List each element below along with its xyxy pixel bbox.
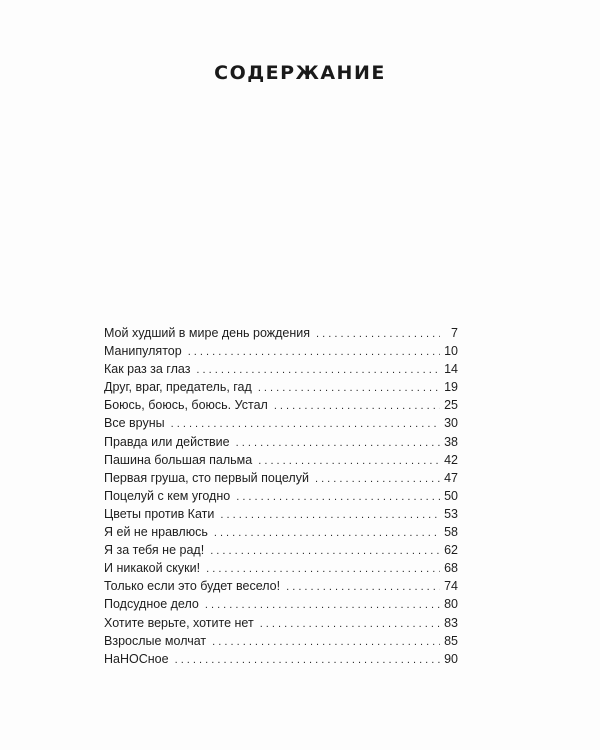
toc-entry bbox=[104, 469, 458, 487]
dot-leader bbox=[220, 506, 440, 524]
dot-leader bbox=[188, 343, 440, 361]
toc-entry bbox=[104, 433, 458, 451]
toc-entry-title: Подсудное дело bbox=[104, 597, 199, 612]
toc-entry-page-number: 14 bbox=[444, 362, 458, 377]
toc-entry-title: Правда или действие bbox=[104, 434, 230, 449]
toc-entry-title: Только если это будет весело! bbox=[104, 579, 281, 594]
toc-entry-title: Взрослые молчат bbox=[104, 633, 207, 648]
toc-entry bbox=[104, 360, 458, 378]
toc-entry bbox=[104, 505, 458, 523]
toc-entry bbox=[104, 632, 458, 650]
toc-entry-title: Мой худший в мире день рождения bbox=[104, 326, 311, 340]
toc-entry-page-number: 80 bbox=[444, 597, 458, 612]
toc-entry-title: Хотите верьте, хотите нет bbox=[104, 615, 254, 630]
dot-leader bbox=[171, 415, 440, 433]
dot-leader bbox=[214, 524, 440, 542]
toc-entry bbox=[104, 324, 458, 342]
toc-entry bbox=[104, 487, 458, 505]
toc-entry-title: И никакой скуки! bbox=[104, 561, 201, 576]
toc-entry-title: Пашина большая пальма bbox=[104, 452, 253, 467]
toc-entry-page-number: 25 bbox=[444, 398, 458, 413]
dot-leader bbox=[206, 560, 440, 578]
table-of-contents bbox=[104, 324, 458, 668]
toc-entry bbox=[104, 559, 458, 577]
toc-entry-title: Поцелуй с кем угодно bbox=[104, 488, 231, 503]
toc-entry bbox=[104, 595, 458, 613]
toc-entry bbox=[104, 577, 458, 595]
toc-entry bbox=[104, 342, 458, 360]
toc-entry bbox=[104, 650, 458, 668]
toc-entry-title: Друг, враг, предатель, гад bbox=[104, 380, 252, 395]
dot-leader bbox=[196, 361, 440, 379]
toc-entry-title: Все вруны bbox=[104, 416, 165, 431]
toc-entry-page-number: 83 bbox=[444, 615, 458, 630]
dot-leader bbox=[236, 434, 440, 452]
toc-entry-title: Я ей не нравлюсь bbox=[104, 525, 208, 540]
toc-entry-page-number: 58 bbox=[444, 525, 458, 540]
dot-leader bbox=[258, 452, 440, 470]
dot-leader bbox=[260, 615, 440, 633]
dot-leader bbox=[316, 325, 440, 343]
toc-entry bbox=[104, 414, 458, 432]
toc-entry-title: НаНОСное bbox=[104, 651, 169, 666]
dot-leader bbox=[315, 470, 440, 488]
contents-heading: СОДЕРЖАНИЕ bbox=[214, 62, 386, 84]
toc-entry-page-number: 68 bbox=[444, 561, 458, 576]
toc-entry-title: Боюсь, боюсь, боюсь. Устал bbox=[104, 398, 268, 413]
dot-leader bbox=[212, 633, 440, 651]
toc-entry-title: Цветы против Кати bbox=[104, 506, 215, 521]
toc-entry-title: Как раз за глаз bbox=[104, 362, 191, 377]
toc-entry bbox=[104, 451, 458, 469]
toc-entry-page-number: 53 bbox=[444, 506, 458, 521]
toc-entry bbox=[104, 614, 458, 632]
toc-entry-title: Я за тебя не рад! bbox=[104, 543, 205, 558]
toc-entry-page-number: 50 bbox=[444, 488, 458, 503]
toc-entry-title: Манипулятор bbox=[104, 344, 182, 359]
dot-leader bbox=[175, 651, 440, 669]
toc-entry bbox=[104, 378, 458, 396]
toc-entry bbox=[104, 396, 458, 414]
toc-entry-page-number: 38 bbox=[444, 434, 458, 449]
dot-leader bbox=[205, 596, 440, 614]
toc-entry-page-number: 10 bbox=[444, 344, 458, 359]
toc-entry-page-number: 47 bbox=[444, 470, 458, 485]
toc-entry bbox=[104, 523, 458, 541]
dot-leader bbox=[274, 397, 440, 415]
toc-entry-page-number: 85 bbox=[444, 633, 458, 648]
dot-leader bbox=[258, 379, 440, 397]
toc-entry-page-number: 42 bbox=[444, 452, 458, 467]
toc-entry-page-number: 74 bbox=[444, 579, 458, 594]
toc-entry-page-number: 19 bbox=[444, 380, 458, 395]
toc-entry bbox=[104, 541, 458, 559]
toc-entry-page-number: 62 bbox=[444, 543, 458, 558]
toc-entry-title: Первая груша, сто первый поцелуй bbox=[104, 470, 309, 485]
toc-entry-page-number: 90 bbox=[444, 651, 458, 666]
toc-entry-page-number: 7 bbox=[451, 326, 458, 340]
dot-leader bbox=[210, 542, 440, 560]
dot-leader bbox=[286, 578, 440, 596]
toc-entry-page-number: 30 bbox=[444, 416, 458, 431]
dot-leader bbox=[236, 488, 440, 506]
